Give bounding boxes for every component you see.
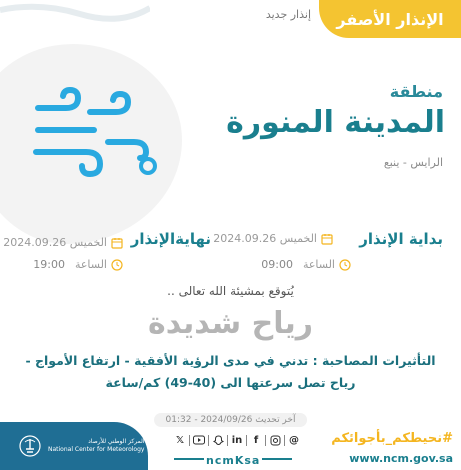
forecast-headline: رياح شديدة	[148, 306, 313, 341]
social-handle[interactable]: ncmKsa	[206, 454, 261, 467]
decorative-swoosh	[0, 0, 150, 34]
clock-icon	[339, 259, 351, 271]
alert-start-date-row	[193, 232, 333, 245]
ncm-logo-line1: المركز الوطني للأرصاد	[88, 438, 145, 445]
alert-level-label: الإنذار الأصفر	[336, 9, 444, 29]
forecast-effects-line2: رياح تصل سرعتها الى (40-49) كم/ساعة	[105, 375, 356, 390]
website-link[interactable]: www.ncm.gov.sa	[349, 452, 453, 465]
region-name: المدينة المنورة	[226, 105, 445, 140]
facebook-icon[interactable]: f	[253, 434, 259, 446]
alert-end-time-row	[33, 258, 123, 271]
clock-icon	[111, 259, 123, 271]
social-icons	[174, 434, 300, 446]
ncm-logo-text	[48, 438, 144, 454]
new-alert-label: إنذار جديد	[265, 8, 311, 21]
alert-start-time-label: الساعة	[302, 258, 335, 271]
alert-start-title: بداية الإنذار	[359, 230, 443, 248]
last-update: آخر تحديث 2024/09/26 - 01:32	[154, 413, 308, 427]
calendar-icon	[111, 237, 123, 249]
hashtag[interactable]: #نحيطكم_بأجوائكم	[331, 431, 453, 446]
alert-end-date-row	[3, 236, 123, 249]
alert-end-block	[131, 230, 211, 248]
alert-start-time: 09:00	[261, 258, 293, 271]
alert-end-title: نهايةالإنذار	[130, 230, 211, 248]
ncm-logo	[0, 422, 148, 470]
subregions: الرايس - ينبع	[383, 156, 443, 169]
alert-start-date: الخميس 2024.09.26	[213, 232, 317, 245]
handle-underline-left	[174, 458, 204, 460]
forecast-effects-line1: التأثيرات المصاحبة : تدني في مدى الرؤية الأفقية - ارتفاع الأمواج -	[25, 353, 436, 368]
alert-end-time-label: الساعة	[74, 258, 107, 271]
separator	[189, 435, 190, 446]
alert-end-date: الخميس 2024.09.26	[3, 236, 107, 249]
saudi-emblem-icon	[18, 434, 42, 458]
region-label: منطقة	[389, 82, 443, 101]
calendar-icon	[321, 233, 333, 245]
instagram-icon[interactable]	[269, 434, 281, 446]
forecast-effects	[0, 350, 461, 394]
separator	[227, 435, 228, 446]
separator	[208, 435, 209, 446]
separator	[265, 435, 266, 446]
alert-level-tab	[319, 0, 461, 38]
alert-start-block	[213, 230, 443, 248]
separator	[284, 435, 285, 446]
alert-end-time: 19:00	[33, 258, 65, 271]
snapchat-icon[interactable]	[212, 434, 224, 446]
x-icon[interactable]: 𝕏	[175, 434, 185, 446]
handle-underline-right	[262, 458, 292, 460]
alert-start-time-row	[261, 258, 351, 271]
wind-icon	[30, 86, 160, 186]
linkedin-icon[interactable]: in	[231, 434, 243, 446]
youtube-icon[interactable]	[193, 434, 205, 446]
separator	[246, 435, 247, 446]
threads-icon[interactable]: @	[289, 434, 299, 446]
forecast-intro: يُتوقع بمشيئة الله تعالى ..	[167, 284, 294, 298]
ncm-logo-line2: National Center for Meteorology	[48, 446, 145, 453]
